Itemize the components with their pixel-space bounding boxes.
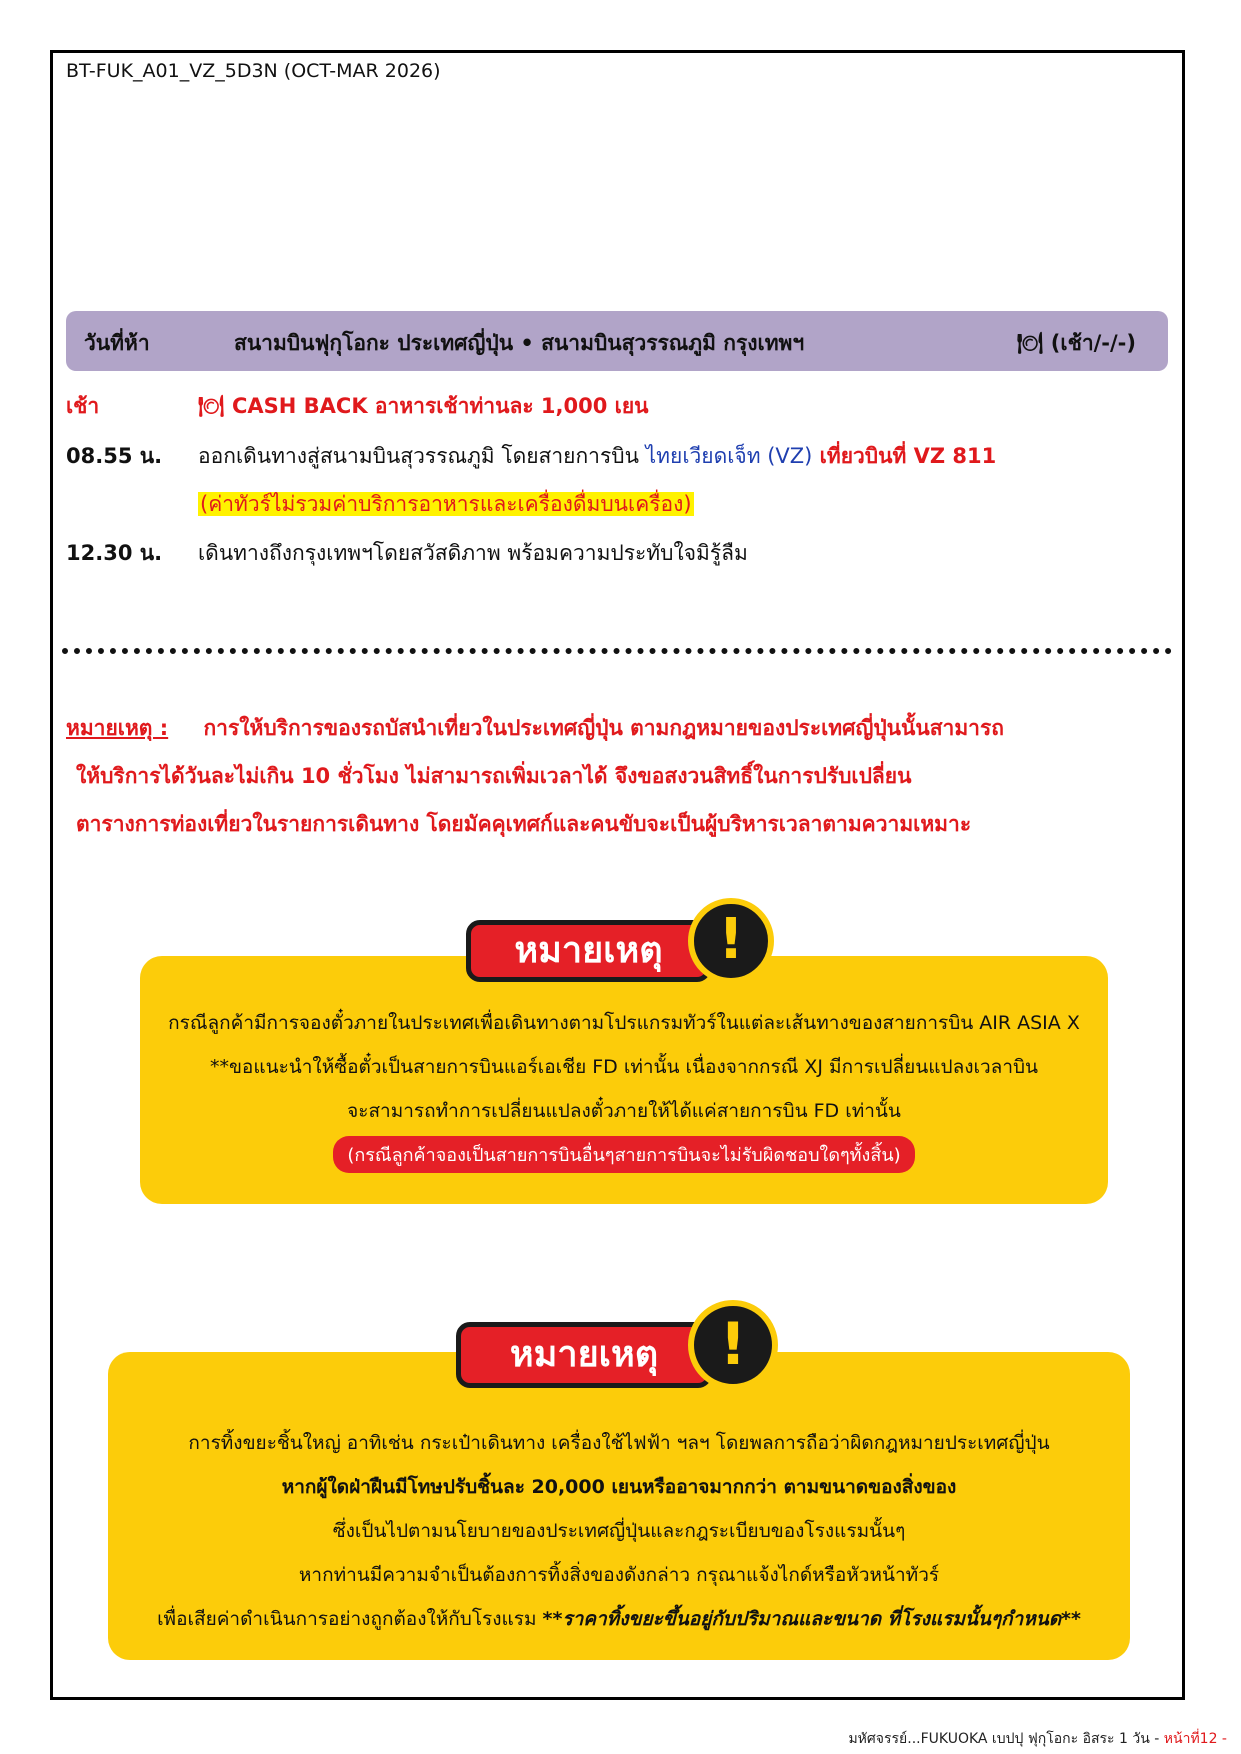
departure-time: 08.55 น.: [66, 444, 163, 468]
notice-badge-1: [466, 898, 776, 1008]
page-number: หน้าที่12 -: [1163, 1731, 1227, 1747]
dish-icon: 🍽: [198, 394, 225, 418]
meal-note: (ค่าทัวร์ไม่รวมค่าบริการอาหารและเครื่องดื่มบนเครื่อง): [200, 492, 692, 516]
remark-line-2: ให้บริการได้วันละไม่เกิน 10 ชั่วโมง ไม่สามารถเพิ่มเวลาได้ จึงขอสงวนสิทธิ์ในการปรับเปลี่ยน: [76, 764, 912, 788]
program-code: BT-FUK_A01_VZ_5D3N (OCT-MAR 2026): [66, 60, 441, 82]
notice1-line-4: (กรณีลูกค้าจองเป็นสายการบินอื่นๆสายการบินจะไม่รับผิดชอบใดๆทั้งสิ้น): [333, 1136, 914, 1173]
notice1-line-4-wrap: [140, 1136, 1108, 1173]
remark-label: หมายเหตุ :: [66, 716, 169, 740]
notice1-line-1: กรณีลูกค้ามีการจองตั๋วภายในประเทศเพื่อเดินทางตามโปรแกรมทัวร์ในแต่ละเส้นทางของสายการบิน AIR ASIA X: [168, 1012, 1080, 1034]
day-label: วันที่ห้า: [84, 331, 150, 355]
notice1-line-2: **ขอแนะนำให้ซื้อตั๋วเป็นสายการบินแอร์เอเชีย FD เท่านั้น เนื่องจากกรณี XJ มีการเปลี่ยนแปลงเวลาบิน: [209, 1056, 1039, 1078]
departure-row: [198, 440, 996, 473]
morning-text: CASH BACK อาหารเช้าท่านละ 1,000 เยน: [231, 394, 649, 418]
arrival-time: 12.30 น.: [66, 541, 163, 565]
notice1-badge-text: หมายเหตุ: [466, 920, 711, 982]
arrival-text: เดินทางถึงกรุงเทพฯโดยสวัสดิภาพ พร้อมความประทับใจมิรู้ลืม: [198, 541, 748, 565]
remark-text-1: การให้บริการของรถบัสนำเที่ยวในประเทศญี่ปุ่น ตามกฎหมายของประเทศญี่ปุ่นนั้นสามารถ: [203, 716, 1004, 740]
airline-name: ไทยเวียดเจ็ท (VZ): [645, 444, 813, 468]
notice-badge-2: [456, 1300, 780, 1410]
meal-note-row: [198, 488, 694, 521]
day-route: สนามบินฟุกุโอกะ ประเทศญี่ปุ่น • สนามบินสุวรรณภูมิ กรุงเทพฯ: [234, 331, 805, 355]
exclamation-icon: !: [688, 1300, 778, 1390]
remark-line-1: [66, 712, 1176, 745]
notice2-badge-text: หมายเหตุ: [456, 1322, 712, 1388]
exclamation-icon: !: [688, 898, 774, 984]
meals-text: (เช้า/-/-): [1050, 331, 1136, 355]
day-header-band: [66, 311, 1168, 371]
notice2-line-2: หากผู้ใดฝ่าฝืนมีโทษปรับชิ้นละ 20,000 เยนหรืออาจมากกว่า ตามขนาดของสิ่งของ: [281, 1476, 957, 1498]
dish-icon: 🍽: [1016, 331, 1044, 355]
morning-row: [198, 390, 648, 423]
flight-number: เที่ยวบินที่ VZ 811: [812, 444, 997, 468]
notice2-line-3: ซึ่งเป็นไปตามนโยบายของประเทศญี่ปุ่นและกฎระเบียบของโรงแรมนั้นๆ: [332, 1520, 906, 1542]
notice2-line-4: หากท่านมีความจำเป็นต้องการทิ้งสิ่งของดังกล่าว กรุณาแจ้งไกด์หรือหัวหน้าทัวร์: [298, 1564, 940, 1586]
notice2-line-5a: เพื่อเสียค่าดำเนินการอย่างถูกต้องให้กับโรงแรม: [157, 1608, 543, 1630]
notice1-line-3: จะสามารถทำการเปลี่ยนแปลงตั๋วภายให้ได้แค่สายการบิน FD เท่านั้น: [347, 1100, 901, 1122]
departure-text: ออกเดินทางสู่สนามบินสุวรรณภูมิ โดยสายการบิน: [198, 444, 646, 468]
footer-text: มหัศจรรย์...FUKUOKA เบปปุ ฟุกุโอกะ อิสระ 1 วัน -: [848, 1731, 1164, 1747]
morning-label: เช้า: [66, 394, 100, 418]
notice2-line-5: [108, 1604, 1130, 1634]
page-footer: [848, 1728, 1227, 1750]
notice2-line-1: การทิ้งขยะชิ้นใหญ่ อาทิเช่น กระเป๋าเดินทาง เครื่องใช้ไฟฟ้า ฯลฯ โดยพลการถือว่าผิดกฎหมายประเทศญี่ปุ่น: [188, 1432, 1050, 1454]
dotted-divider: [62, 648, 1172, 654]
day-meals: [1017, 327, 1136, 360]
notice2-line-5b: **ราคาทิ้งขยะขึ้นอยู่กับปริมาณและขนาด ที่โรงแรมนั้นๆกำหนด**: [542, 1608, 1081, 1630]
remark-line-3: ตารางการท่องเที่ยวในรายการเดินทาง โดยมัคคุเทศก์และคนขับจะเป็นผู้บริหารเวลาตามความเหมาะ: [76, 812, 972, 836]
